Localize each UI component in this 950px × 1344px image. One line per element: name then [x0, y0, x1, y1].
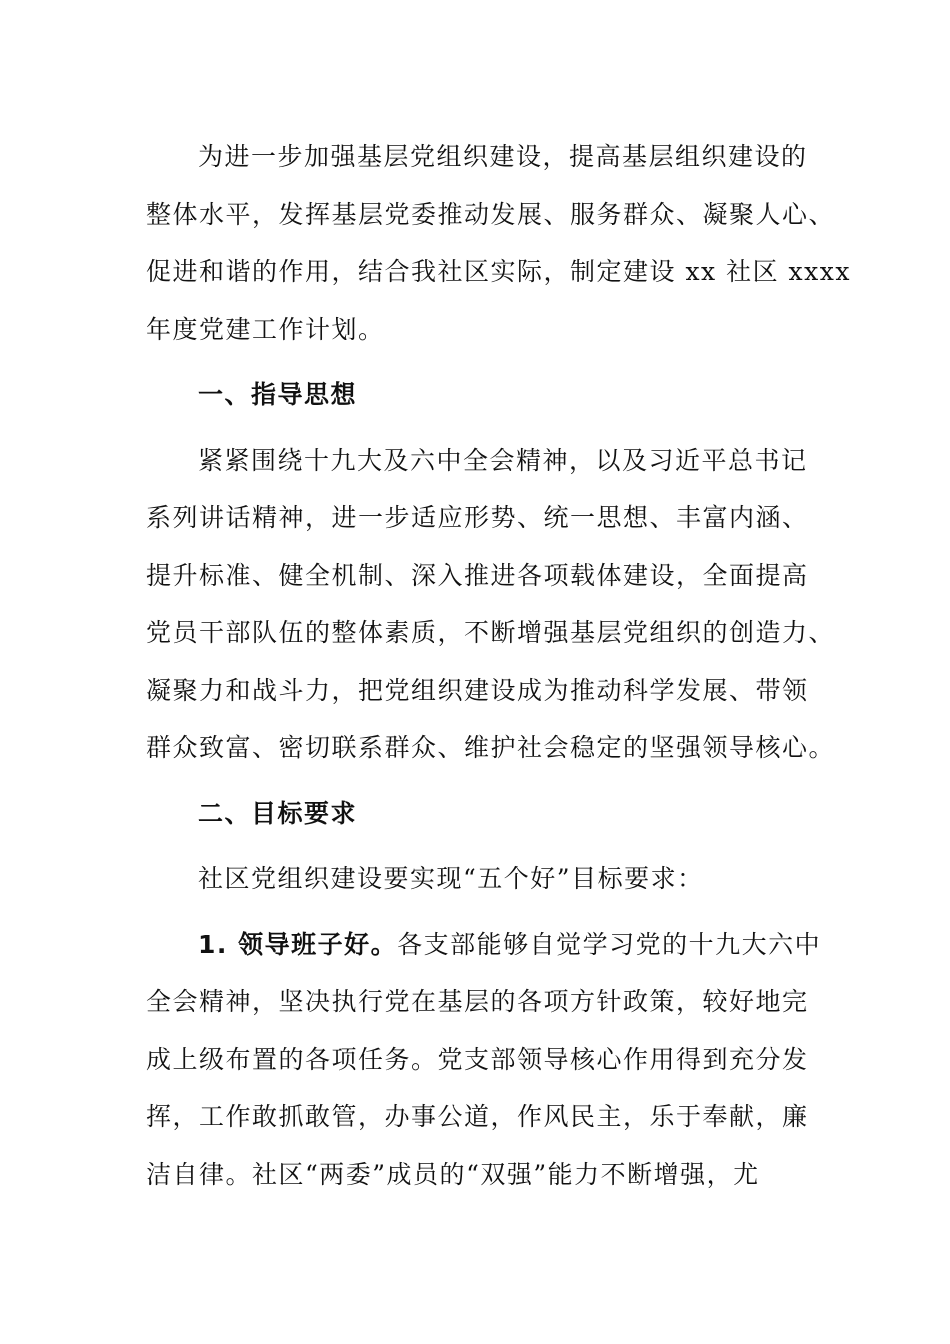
text-line: 群众致富、密切联系群众、维护社会稳定的坚强领导核心。 — [146, 733, 836, 762]
section-heading-guiding-ideology: 一、指导思想 — [198, 380, 358, 409]
goal-item-1-title: 1. 领导班子好。 — [198, 929, 398, 959]
text-line: 成上级布置的各项任务。党支部领导核心作用得到充分发 — [146, 1044, 809, 1074]
guiding-paragraph — [146, 432, 836, 777]
section-heading-goals: 二、目标要求 — [198, 798, 358, 828]
text-line: 紧紧围绕十九大及六中全会精神，以及习近平总书记 — [198, 445, 808, 475]
text-line: 系列讲话精神，进一步适应形势、统一思想、丰富内涵、 — [146, 503, 809, 532]
text-line: 挥，工作敢抓敢管，办事公道，作风民主，乐于奉献，廉 — [146, 1102, 809, 1131]
text-line — [146, 916, 822, 974]
text-line: 洁自律。社区“两委”成员的“双强”能力不断增强，尤 — [146, 1159, 760, 1189]
text-line: 提升标准、健全机制、深入推进各项载体建设，全面提高 — [146, 560, 809, 590]
text-line: 全会精神，坚决执行党在基层的各项方针政策，较好地完 — [146, 987, 809, 1016]
document-body — [146, 128, 851, 1203]
text-line: 年度党建工作计划。 — [146, 314, 385, 344]
text-line: 凝聚力和战斗力，把党组织建设成为推动科学发展、带领 — [146, 675, 809, 705]
text-line: 为进一步加强基层党组织建设，提高基层组织建设的 — [198, 142, 808, 171]
text-line: 促进和谐的作用，结合我社区实际，制定建设 xx 社区 xxxx — [146, 257, 851, 286]
intro-paragraph — [146, 128, 851, 358]
text-line: 社区党组织建设要实现“五个好”目标要求： — [198, 864, 704, 893]
goals-intro-paragraph — [146, 850, 802, 908]
text-line: 整体水平，发挥基层党委推动发展、服务群众、凝聚人心、 — [146, 199, 836, 229]
text-line: 党员干部队伍的整体素质，不断增强基层党组织的创造力、 — [146, 618, 836, 647]
goal-item-1-text: 各支部能够自觉学习党的十九大六中 — [397, 929, 822, 959]
goal-item-1-paragraph — [146, 916, 822, 1204]
